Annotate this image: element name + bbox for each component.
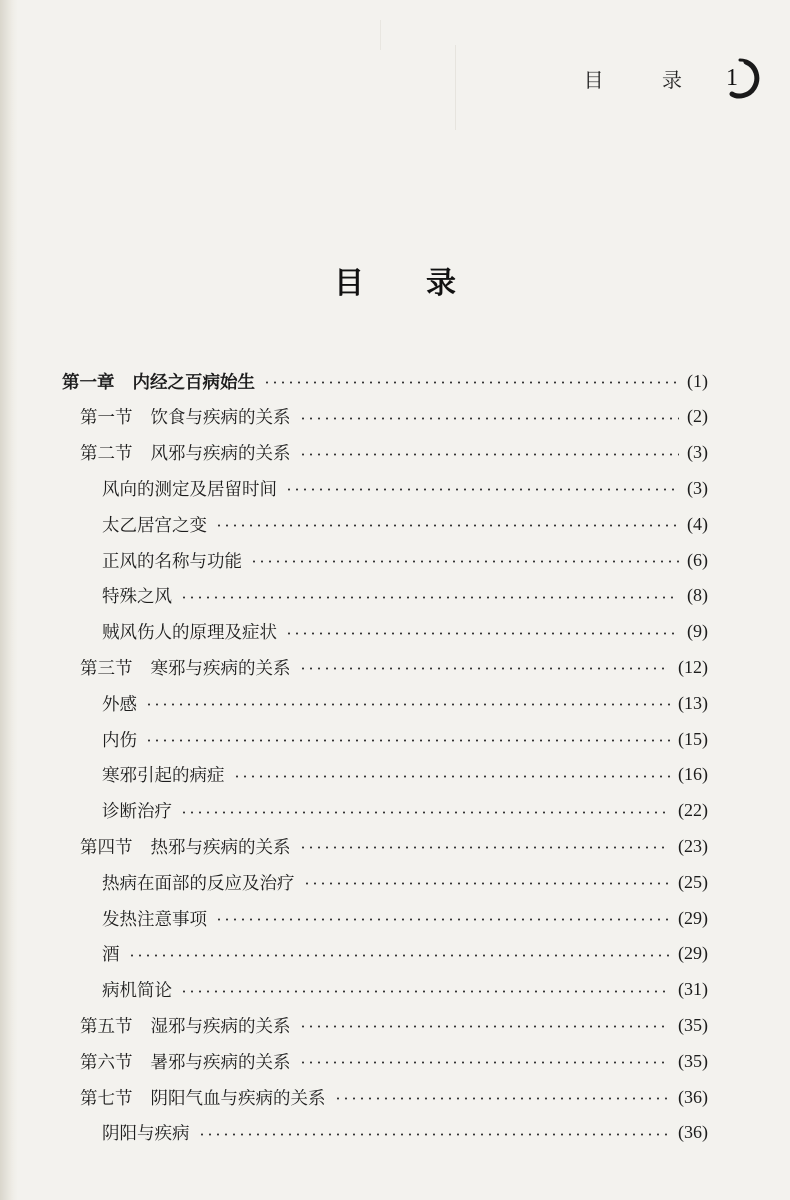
page-edge-shadow	[0, 0, 18, 1200]
toc-entry-page: (29)	[678, 943, 708, 964]
toc-entry[interactable]	[80, 829, 708, 863]
toc-entry-label	[80, 1049, 291, 1074]
toc-entry-page: (9)	[687, 621, 708, 642]
toc-entry-page: (3)	[687, 477, 708, 498]
dot-leader	[198, 1116, 671, 1150]
toc-entry-page: (35)	[678, 1050, 708, 1071]
toc-entry-number: 寒邪引起的病症	[102, 766, 225, 787]
toc-entry[interactable]	[102, 794, 708, 828]
toc-entry-number: 阴阳与疾病	[102, 1124, 190, 1145]
dot-leader	[334, 1080, 671, 1114]
toc-entry-label	[102, 548, 242, 573]
toc-entry-number: 特殊之风	[102, 587, 172, 608]
toc-entry[interactable]	[102, 471, 708, 505]
toc-entry-number: 太乙居宫之变	[102, 515, 207, 536]
toc-entry-number: 第一章	[62, 372, 115, 393]
dot-leader	[180, 794, 670, 828]
toc-entry-label	[102, 476, 277, 501]
dot-leader	[285, 615, 679, 649]
running-header-title: 目 录	[583, 67, 708, 92]
dot-leader	[303, 865, 671, 899]
toc-entry[interactable]	[102, 579, 708, 613]
toc-entry-label	[80, 440, 291, 465]
toc-entry-label	[102, 1120, 190, 1145]
toc-entry-number: 热病在面部的反应及治疗	[102, 873, 295, 894]
dot-leader	[299, 829, 671, 863]
dot-leader	[128, 937, 671, 971]
toc-entry-page: (29)	[678, 907, 708, 928]
toc-entry-number: 病机简论	[102, 981, 172, 1002]
toc-entry-title: 风邪与疾病的关系	[150, 444, 291, 465]
toc-entry-page: (13)	[678, 692, 708, 713]
toc-entry-number: 诊断治疗	[102, 802, 172, 823]
toc-entry-label	[80, 834, 291, 859]
toc-entry[interactable]	[62, 364, 708, 398]
toc-entry-title: 湿邪与疾病的关系	[150, 1016, 291, 1037]
toc-entry[interactable]	[102, 615, 708, 649]
toc-entry-number: 外感	[102, 694, 137, 715]
toc-entry-label	[62, 369, 255, 394]
dot-leader	[299, 650, 671, 684]
toc-entry-number: 第三节	[80, 658, 133, 679]
dot-leader	[215, 507, 679, 541]
toc-entry-number: 内伤	[102, 730, 137, 751]
toc-entry[interactable]	[80, 1080, 708, 1114]
toc-entry-page: (36)	[678, 1086, 708, 1107]
toc-entry-page: (12)	[678, 656, 708, 677]
toc-entry[interactable]	[102, 937, 708, 971]
toc-entry-title: 热邪与疾病的关系	[150, 837, 291, 858]
toc-entry-title: 寒邪与疾病的关系	[150, 658, 291, 679]
toc-entry-label	[102, 977, 172, 1002]
toc-entry-label	[102, 798, 172, 823]
toc-entry-number: 风向的测定及居留时间	[102, 479, 277, 500]
page-number: 1	[726, 64, 738, 91]
toc-entry-number: 贼风伤人的原理及症状	[102, 623, 277, 644]
dot-leader	[215, 901, 670, 935]
toc-entry[interactable]	[102, 722, 708, 756]
dot-leader	[299, 1008, 671, 1042]
toc-entry-label	[102, 941, 120, 966]
toc-entry[interactable]	[80, 1008, 708, 1042]
toc-entry-title: 暑邪与疾病的关系	[150, 1052, 291, 1073]
toc-entry-number: 酒	[102, 945, 120, 966]
toc-entry[interactable]	[102, 901, 708, 935]
toc-entry[interactable]	[80, 1044, 708, 1078]
toc-entry-number: 第一节	[80, 408, 133, 429]
toc-entry-label	[102, 691, 137, 716]
dot-leader	[233, 758, 671, 792]
toc-entry-page: (1)	[687, 370, 708, 391]
dot-leader	[285, 471, 679, 505]
toc-entry-page: (22)	[678, 800, 708, 821]
toc-entry-label	[102, 762, 225, 787]
toc-entry[interactable]	[102, 686, 708, 720]
toc-entry-page: (15)	[678, 728, 708, 749]
toc-entry-label	[80, 1085, 326, 1110]
running-header	[584, 58, 760, 98]
dot-leader	[299, 436, 680, 470]
toc-entry-label	[102, 906, 207, 931]
toc-entry-page: (6)	[687, 549, 708, 570]
dot-leader	[180, 973, 670, 1007]
dot-leader	[145, 686, 670, 720]
toc-entry-label	[102, 512, 207, 537]
toc-entry-title: 阴阳气血与疾病的关系	[150, 1088, 326, 1109]
toc-entry-number: 第六节	[80, 1052, 133, 1073]
toc-entry-label	[80, 655, 291, 680]
bleed-through-line	[455, 45, 456, 130]
brush-circle-icon	[716, 56, 760, 100]
toc-entry-number: 正风的名称与功能	[102, 551, 242, 572]
toc-entry-label	[80, 1013, 291, 1038]
toc-entry-page: (36)	[678, 1122, 708, 1143]
toc-entry-page: (8)	[687, 585, 708, 606]
toc-entry-number: 第四节	[80, 837, 133, 858]
toc-entry-label	[80, 404, 291, 429]
toc-entry-number: 第五节	[80, 1016, 133, 1037]
toc-entry[interactable]	[80, 400, 708, 434]
toc-entry-page: (31)	[678, 979, 708, 1000]
toc-entry-page: (35)	[678, 1014, 708, 1035]
bleed-through-line	[380, 20, 381, 50]
toc-entry-page: (4)	[687, 513, 708, 534]
dot-leader	[145, 722, 670, 756]
toc-entry[interactable]	[102, 758, 708, 792]
toc-entry-number: 第二节	[80, 444, 133, 465]
toc-entry-page: (25)	[678, 871, 708, 892]
toc-entry-label	[102, 583, 172, 608]
dot-leader	[263, 364, 679, 398]
toc-entry-page: (23)	[678, 835, 708, 856]
toc-entry-label	[102, 727, 137, 752]
page-title: 目录	[334, 266, 518, 301]
toc-entry[interactable]	[102, 865, 708, 899]
toc-entry-page: (16)	[678, 764, 708, 785]
toc-entry[interactable]	[102, 1116, 708, 1150]
toc-entry-number: 发热注意事项	[102, 909, 207, 930]
dot-leader	[250, 543, 679, 577]
toc-entry-label	[102, 619, 277, 644]
toc-entry[interactable]	[102, 543, 708, 577]
toc-entry[interactable]	[102, 507, 708, 541]
toc-entry[interactable]	[80, 650, 708, 684]
page-number-badge	[716, 56, 760, 100]
dot-leader	[299, 1044, 671, 1078]
dot-leader	[299, 400, 680, 434]
dot-leader	[180, 579, 679, 613]
toc-entry-number: 第七节	[80, 1088, 133, 1109]
toc-entry[interactable]	[102, 973, 708, 1007]
toc-entry-title: 饮食与疾病的关系	[150, 408, 291, 429]
toc-entry-page: (2)	[687, 406, 708, 427]
toc-entry-page: (3)	[687, 442, 708, 463]
toc-entry-title: 内经之百病始生	[132, 372, 255, 393]
toc-entry-label	[102, 870, 295, 895]
toc-entry[interactable]	[80, 436, 708, 470]
